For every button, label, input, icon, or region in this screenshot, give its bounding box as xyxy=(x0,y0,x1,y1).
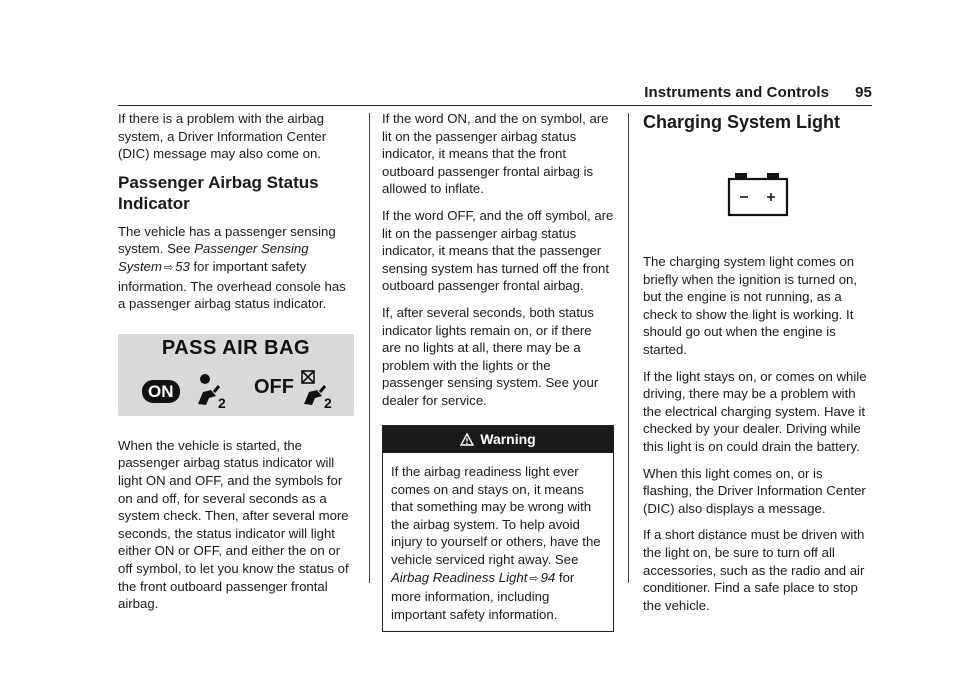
warning-header xyxy=(383,426,613,454)
column-1 xyxy=(118,110,356,622)
airbag-readiness-link[interactable]: Airbag Readiness Light xyxy=(391,569,528,585)
column-divider-2 xyxy=(628,113,629,583)
svg-text:2: 2 xyxy=(218,394,226,410)
battery-icon xyxy=(727,173,791,217)
system-check-paragraph: When the vehicle is started, the passenger airbag status indicator will light ON and OFF, and the symbols for on and off, for several seconds as a system check. Then, after several more seconds, the status indicator will light either ON or OFF, and either the on or off symbol, to let you know the status of the front outboard passenger frontal airbag. xyxy=(118,437,349,612)
warning-title: Warning xyxy=(480,430,536,447)
passenger-sensing-link[interactable]: Passenger Sensing System xyxy=(118,241,309,274)
column-divider-1 xyxy=(369,113,370,583)
charging-p2: If the light stays on, or comes on while driving, there may be a problem with the electrical charging system. Have it checked by your dealer. Driving while this light is on could drain the battery. xyxy=(643,368,867,454)
on-paragraph: If the word ON, and the on symbol, are lit on the passenger airbag status indicator, it means that the front outboard passenger frontal airbag is allowed to inflate. xyxy=(382,111,609,197)
page-ref-94[interactable]: 94 xyxy=(540,569,556,585)
intro-paragraph: If there is a problem with the airbag system, a Driver Information Center (DIC) message may also come on. xyxy=(118,111,327,162)
charging-p1: The charging system light comes on briefly when the ignition is turned on, but the engine is not running, as a check to show the light is working. It should go out when the engine is started. xyxy=(643,254,858,357)
page-number: 95 xyxy=(855,84,872,101)
warning-box xyxy=(382,425,614,633)
svg-text:2: 2 xyxy=(324,394,332,410)
column-3 xyxy=(643,110,875,623)
panel-title: PASS AIR BAG xyxy=(161,336,311,359)
off-paragraph: If the word OFF, and the off symbol, are lit on the passenger airbag status indicator, it means that the passenger sensing system has turned off the front outboard passenger frontal airbag. xyxy=(382,207,614,294)
warning-body: If the airbag readiness light ever comes on and stays on, it means that something may be wrong with the airbag system. To help avoid injury to yourself or others, have the vehicle serviced right away. See Airbag Readiness Light ⇨ 94 for more information, including important safety information. xyxy=(391,464,601,622)
section-title: Instruments and Controls xyxy=(644,84,830,101)
page-ref-53[interactable]: 53 xyxy=(175,258,190,274)
section-heading-charging: Charging System Light xyxy=(643,112,841,132)
off-label: OFF xyxy=(254,375,294,398)
service-paragraph: If, after several seconds, both status indicator lights remain on, or if there are no lights at all, there may be a problem with the lights or the passenger sensing system. See your dealer for service. xyxy=(382,304,599,408)
passenger-seat-icon xyxy=(194,372,228,410)
page-ref-icon: ⇨ xyxy=(163,261,174,274)
charging-p3: When this light comes on, or is flashing, the Driver Information Center (DIC) also displays a message. xyxy=(643,465,866,516)
battery-figure xyxy=(643,143,875,253)
page-header xyxy=(644,84,872,101)
section-heading-airbag-status: Passenger Airbag Status Indicator xyxy=(118,172,319,213)
passenger-seat-off-icon xyxy=(298,370,336,410)
header-rule xyxy=(118,105,872,106)
column-2 xyxy=(382,110,614,632)
passenger-sensing-paragraph: The vehicle has a passenger sensing system. See Passenger Sensing System ⇨ 53 for important safety information. The overhead console has a passenger airbag status indicator. xyxy=(118,223,346,312)
on-badge: ON xyxy=(142,380,180,403)
charging-p4: If a short distance must be driven with the light on, be sure to turn off all accessories, such as the radio and air conditioner. Find a safe place to stop the vehicle. xyxy=(643,527,865,613)
passenger-airbag-indicator-image xyxy=(118,334,354,416)
page-ref-icon: ⇨ xyxy=(529,572,539,585)
warning-triangle-icon xyxy=(460,433,474,446)
